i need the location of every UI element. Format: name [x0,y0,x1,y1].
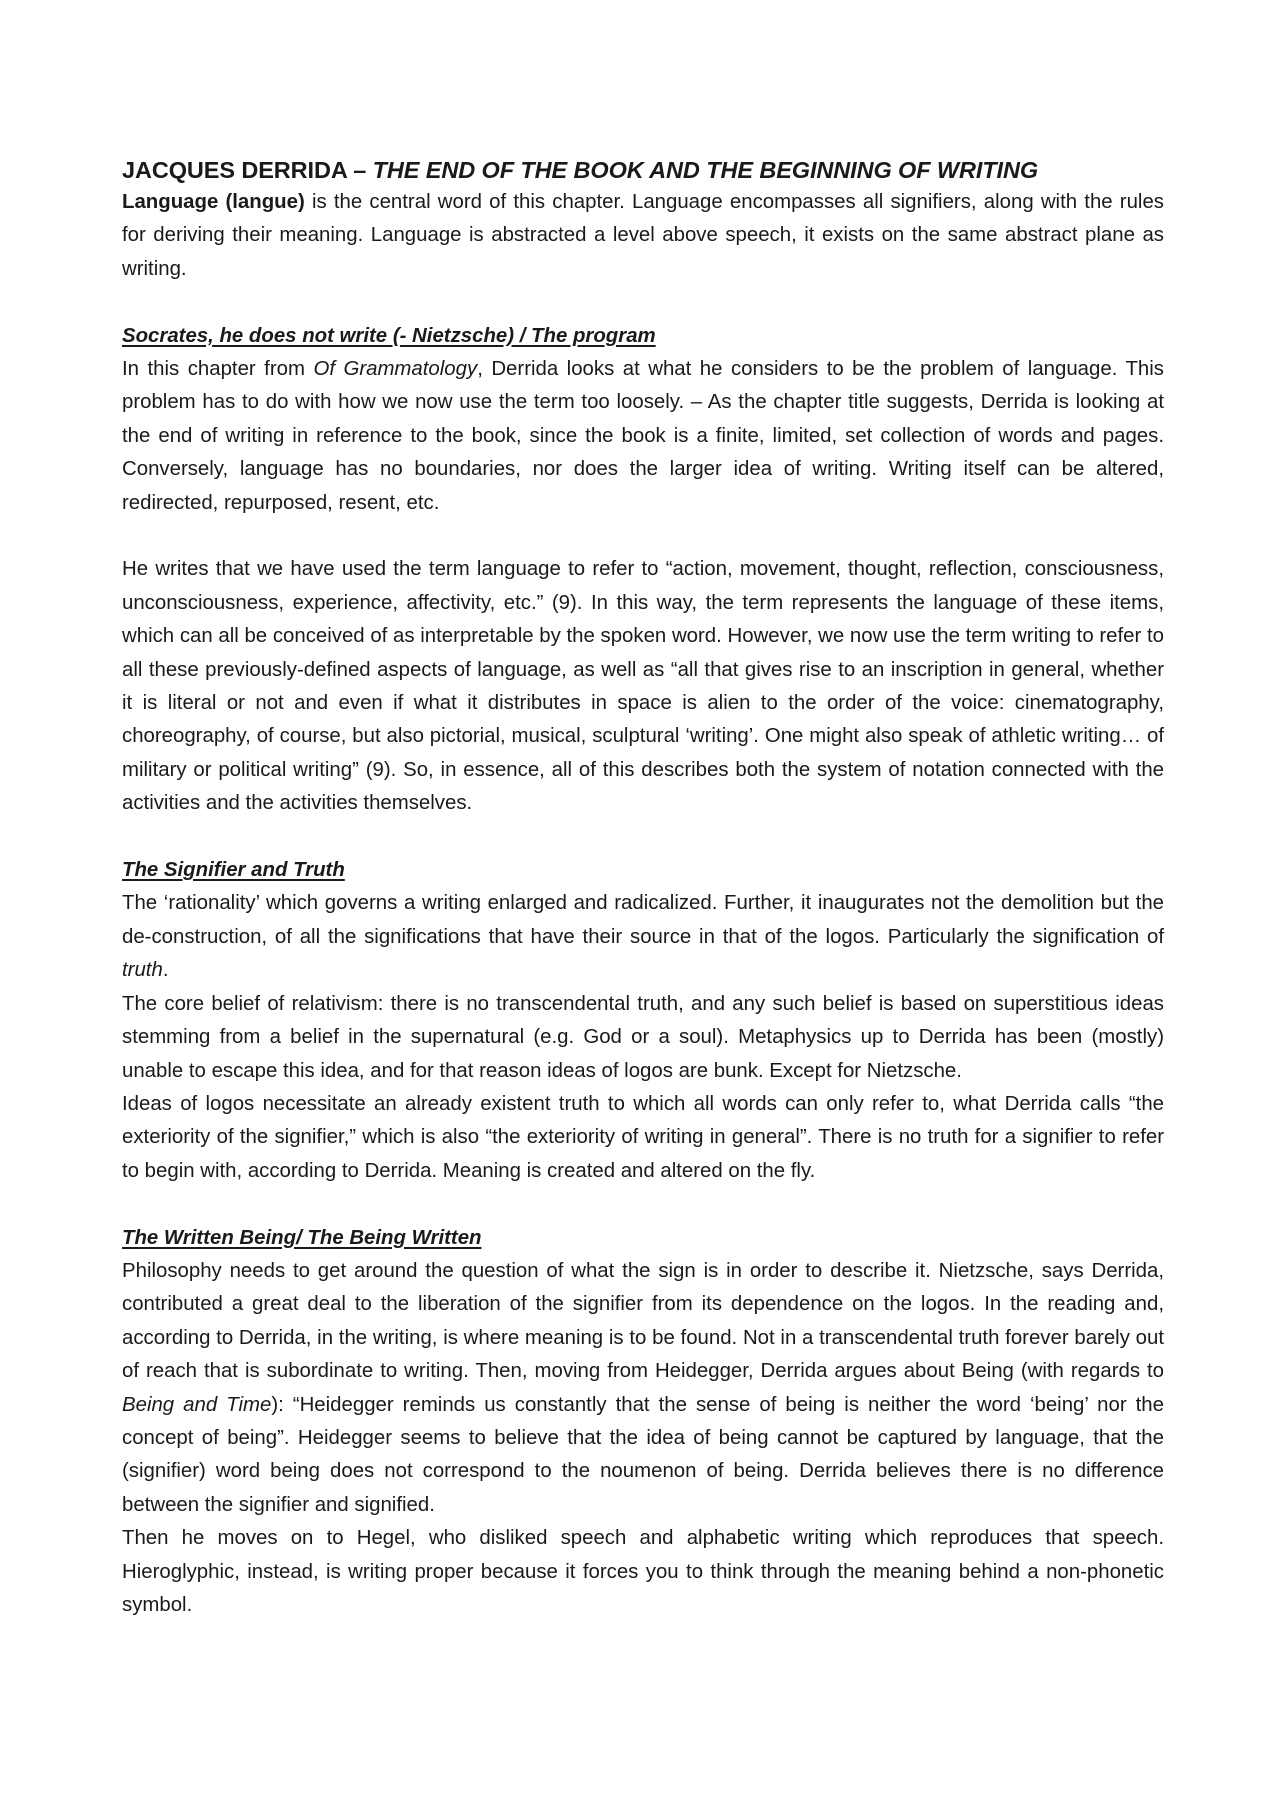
emphasis: truth [122,959,163,982]
section1-paragraph-2: He writes that we have used the term language to refer to “action, movement, thought, reflection, consciousness, unconsciousness, experience, affectivity, etc.” (9). In this way, the term represents the language of these items, which can all be conceived of as interpretable by the spoken word. However, we now use the term writing to refer to all these previously-defined aspects of language, as well as “all that gives rise to an inscription in general, whether it is literal or not and even if what it distributes in space is alien to the order of the voice: cinematography, choreography, of course, but also pictorial, musical, sculptural ‘writing’. One might also speak of athletic writing… of military or political writing” (9). So, in essence, all of this describes both the system of notation connected with the activities and the activities themselves. [122,558,1164,815]
document-title [122,152,1164,188]
section3-paragraph-1 [122,1255,1164,1522]
section2-paragraph-1 [122,887,1164,987]
text-run: , Derrida looks at what he considers to be the problem of language. This problem has to do with how we now use the term too loosely. – As the chapter title suggests, Derrida is looking at the end of writing in reference to the book, since the book is a finite, limited, set collection of words and pages. Conversely, language has no boundaries, nor does the larger idea of writing. Writing itself can be altered, redirected, repurposed, resent, etc. [122,358,1165,514]
section2-paragraph-2: The core belief of relativism: there is no transcendental truth, and any such belief is based on superstitious ideas stemming from a belief in the supernatural (e.g. God or a soul). Metaphysics up to Derrida has been (mostly) unable to escape this idea, and for that reason ideas of logos are bunk. Except for Nietzsche. [122,992,1164,1082]
title-author: JACQUES DERRIDA – [122,157,373,183]
book-title: Of Grammatology [313,358,478,381]
text-run: ): “Heidegger reminds us constantly that the sense of being is neither the word ‘being’ nor the concept of being”. Heidegger seems to believe that the idea of being cannot be captured by language, that the (signifier) word being does not correspond to the noumenon of being. Derrida believes there is no difference between the signifier and signified. [122,1393,1164,1516]
text-run: In this chapter from [122,358,314,381]
section2-paragraph-3: Ideas of logos necessitate an already existent truth to which all words can only refer to, what Derrida calls “the exteriority of the signifier,” which is also “the exteriority of writing in general”. There is no truth for a signifier to refer to begin with, according to Derrida. Meaning is created and altered on the fly. [122,1092,1164,1182]
title-work: THE END OF THE BOOK AND THE BEGINNING OF WRITING [372,157,1039,183]
section3-paragraph-2: Then he moves on to Hegel, who disliked speech and alphabetic writing which reproduces that speech. Hieroglyphic, instead, is writing proper because it forces you to think through the meaning behind a non-phonetic symbol. [122,1527,1164,1616]
spacer [122,1188,1164,1221]
section1-paragraph-1 [122,353,1164,520]
spacer [122,520,1164,553]
intro-text: is the central word of this chapter. Language encompasses all signifiers, along with the rules for deriving their meaning. Language is abstracted a level above speech, it exists on the same abstract plane as writing. [122,191,1164,280]
spacer [122,821,1164,854]
text-run: The ‘rationality’ which governs a writing enlarged and radicalized. Further, it inaugurates not the demolition but the de-construction, of all the significations that have their source in that of the logos. Particularly the signification of [122,892,1164,948]
intro-term: Language (langue) [122,191,305,213]
intro-paragraph [122,186,1164,286]
spacer [122,286,1164,319]
text-run: . [162,959,169,982]
section-heading-program: Socrates, he does not write (- Nietzsche) / The program [122,324,656,347]
book-title: Being and Time [122,1393,272,1416]
text-run: Philosophy needs to get around the question of what the sign is in order to describe it. Nietzsche, says Derrida, contributed a great deal to the liberation of the signifier from its dependence on the logos. In the reading and, according to Derrida, in the writing, is where meaning is to be found. Not in a transcendental truth forever barely out of reach that is subordinate to writing. Then, moving from Heidegger, Derrida argues about Being (with regards to [122,1259,1164,1383]
section-heading-signifier-truth: The Signifier and Truth [122,859,345,882]
section-heading-written-being: The Written Being/ The Being Written [122,1226,482,1249]
